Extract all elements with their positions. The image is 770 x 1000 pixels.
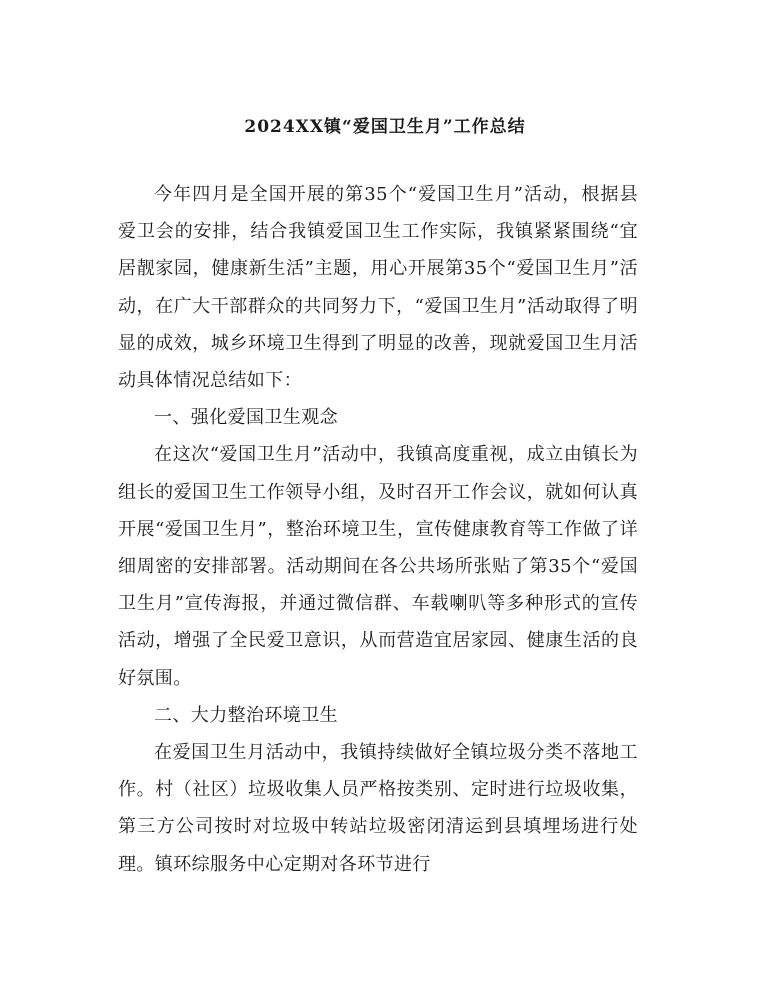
- section-heading-1: 一、强化爱国卫生观念: [154, 407, 338, 429]
- section-paragraph-2: 在爱国卫生月活动中，我镇持续做好全镇垃圾分类不落地工作。村（社区）垃圾收集人员严格按类别、定时进行垃圾收集，第三方公司按时对垃圾中转站垃圾密闭清运到县填埋场进行处理。镇环综服务中心定期对各环节进行: [118, 742, 638, 875]
- document-title: 2024XX镇“爱国卫生月”工作总结: [244, 117, 526, 137]
- intro-paragraph: 今年四月是全国开展的第35个“爱国卫生月”活动，根据县爱卫会的安排，结合我镇爱国卫生工作实际，我镇紧紧围绕“宜居靓家园，健康新生活”主题，用心开展第35个“爱国卫生月”活动，在广大干部群众的共同努力下，“爱国卫生月”活动取得了明显的成效，城乡环境卫生得到了明显的改善，现就爱国卫生月活动具体情况总结如下：: [118, 184, 638, 392]
- document-body: [118, 176, 638, 883]
- section-heading-2: 二、大力整治环境卫生: [154, 704, 338, 726]
- section-paragraph-1: 在这次“爱国卫生月”活动中，我镇高度重视，成立由镇长为组长的爱国卫生工作领导小组，及时召开工作会议，就如何认真开展“爱国卫生月”，整治环境卫生，宣传健康教育等工作做了详细周密的安排部署。活动期间在各公共场所张贴了第35个“爱国卫生月”宣传海报，并通过微信群、车载喇叭等多种形式的宣传活动，增强了全民爱卫意识，从而营造宜居家园、健康生活的良好氛围。: [118, 444, 638, 689]
